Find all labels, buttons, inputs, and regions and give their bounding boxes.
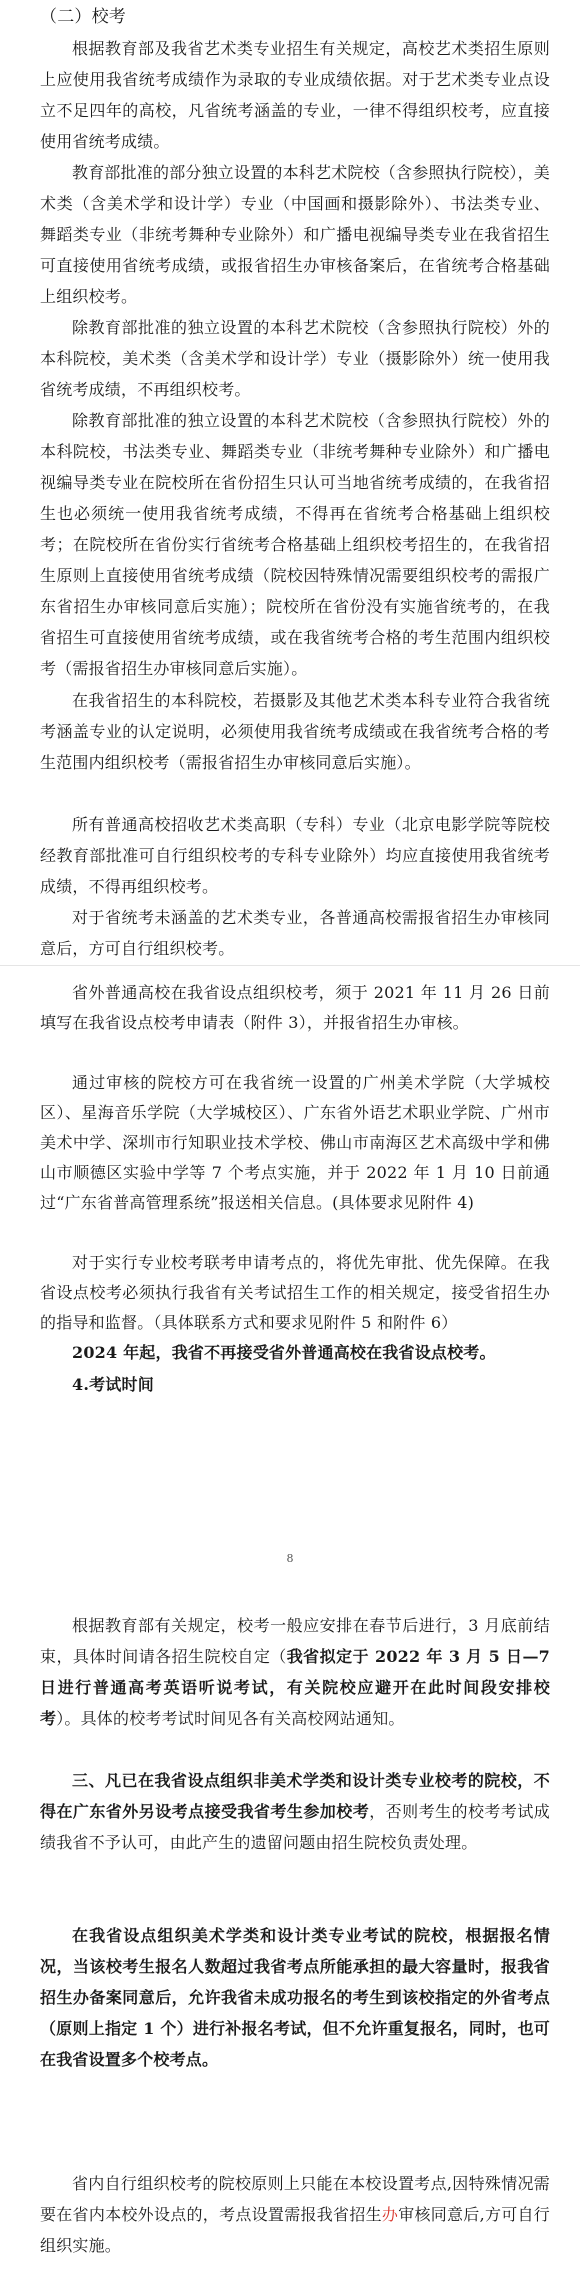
paragraph-16 — [40, 2168, 550, 2261]
paragraph-9: 通过审核的院校方可在我省统一设置的广州美术学院（大学城校区）、星海音乐学院（大学城校区）、广东省外语艺术职业学院、广州市美术中学、深圳市行知职业技术学校、佛山市南海区艺术高级中学和佛山市顺德区实验中学等 7 个考点实施，并于 2022 年 1 月 10 日前通过“广东省普高管理系统”报送相关信息。(具体要求见附件 4) — [40, 1073, 550, 1212]
paragraph-2: 教育部批准的部分独立设置的本科艺术院校（含参照执行院校），美术类（含美术学和设计学）专业（中国画和摄影除外）、书法类专业、舞蹈类专业（非统考舞种专业除外）和广播电视编导类专业在我省招生可直接使用省统考成绩，或报省招生办审核备案后，在省统考合格基础上组织校考。 — [40, 163, 551, 306]
paragraph-15: 在我省设点组织美术学类和设计类专业考试的院校，根据报名情况，当该校考生报名人数超过我省考点所能承担的最大容量时，报我省招生办备案同意后，允许我省未成功报名的考生到该校指定的外省考点（原则上指定 1 个）进行补报名考试，但不允许重复报名，同时，也可在我省设置多个校考点。 — [40, 1926, 550, 2069]
paragraph-16-a: 省内自行组织校考的院校原则上只能在本校设置考点,因特殊情况需要在省内本校外设点的，考点设置需报我省招生 — [40, 2174, 550, 2224]
paragraph-5: 在我省招生的本科院校，若摄影及其他艺术类本科专业符合我省统考涵盖专业的认定说明，必须使用我省统考成绩或在我省统考合格的考生范围内组织校考（需报省招生办审核同意后实施）。 — [40, 691, 550, 772]
section-heading: （二）校考 — [40, 7, 126, 27]
paragraph-13-tail: ）。具体的校考考试时间见各有关高校网站通知。 — [56, 1709, 405, 1728]
page-number: 8 — [286, 1552, 294, 1565]
paragraph-13 — [40, 1610, 550, 1734]
paragraph-14-bold: 三、凡已在我省设点组织非美术学类和设计类专业校考的院校，不得在广东省外另设考点接受我省考生参加校考 — [40, 1771, 550, 1821]
paragraph-14 — [40, 1765, 550, 1858]
paragraph-1: 根据教育部及我省艺术类专业招生有关规定，高校艺术类招生原则上应使用我省统考成绩作为录取的专业成绩依据。对于艺术类专业点设立不足四年的高校，凡省统考涵盖的专业，一律不得组织校考，应直接使用省统考成绩。 — [40, 39, 550, 151]
paragraph-3: 除教育部批准的独立设置的本科艺术院校（含参照执行院校）外的本科院校，美术类（含美术学和设计学）专业（摄影除外）统一使用我省统考成绩，不再组织校考。 — [40, 318, 550, 399]
paragraph-8: 省外普通高校在我省设点组织校考，须于 2021 年 11 月 26 日前填写在我省设点校考申请表（附件 3），并报省招生办审核。 — [40, 983, 550, 1032]
exam-time-heading: 4.考试时间 — [72, 1375, 154, 1394]
paragraph-10: 对于实行专业校考联考申请考点的，将优先审批、优先保障。在我省设点校考必须执行我省有关考试招生工作的相关规定，接受省招生办的指导和监督。（具体联系方式和要求见附件 5 和附件 6） — [40, 1253, 550, 1332]
paragraph-13-bold: 我省拟定于 2022 年 3 月 5 日—7 日进行普通高考英语听说考试，有关院校应避开在此时间段安排校考 — [40, 1647, 550, 1728]
paragraph-4: 除教育部批准的独立设置的本科艺术院校（含参照执行院校）外的本科院校，书法类专业、舞蹈类专业（非统考舞种专业除外）和广播电视编导类专业在院校所在省份招生只认可当地省统考成绩的，在我省招生也必须统一使用我省统考成绩，不得再在省统考合格基础上组织校考；在院校所在省份实行省统考合格基础上组织校考招生的，在我省招生原则上直接使用省统考成绩（院校因特殊情况需要组织校考的需报广东省招生办审核同意后实施）；院校所在省份没有实施省统考的，在我省招生可直接使用省统考成绩，或在我省统考合格的考生范围内组织校考（需报省招生办审核同意后实施）。 — [40, 411, 550, 678]
paragraph-16-b: 审核同意后,方可自行组织实施。 — [40, 2205, 550, 2255]
paragraph-11-notice: 2024 年起，我省不再接受省外普通高校在我省设点校考。 — [72, 1343, 496, 1362]
paragraph-13-normal: 根据教育部有关规定，校考一般应安排在春节后进行，3 月底前结束，具体时间请各招生院校自定（ — [40, 1616, 550, 1666]
paragraph-14-tail: ，否则考生的校考考试成绩我省不予认可，由此产生的遗留问题由招生院校负责处理。 — [40, 1802, 550, 1852]
section-divider — [0, 965, 580, 966]
paragraph-16-red-char: 办 — [381, 2205, 399, 2224]
paragraph-6: 所有普通高校招收艺术类高职（专科）专业（北京电影学院等院校经教育部批准可自行组织校考的专科专业除外）均应直接使用我省统考成绩，不得再组织校考。 — [40, 815, 550, 896]
paragraph-7: 对于省统考未涵盖的艺术类专业，各普通高校需报省招生办审核同意后，方可自行组织校考。 — [40, 908, 550, 958]
